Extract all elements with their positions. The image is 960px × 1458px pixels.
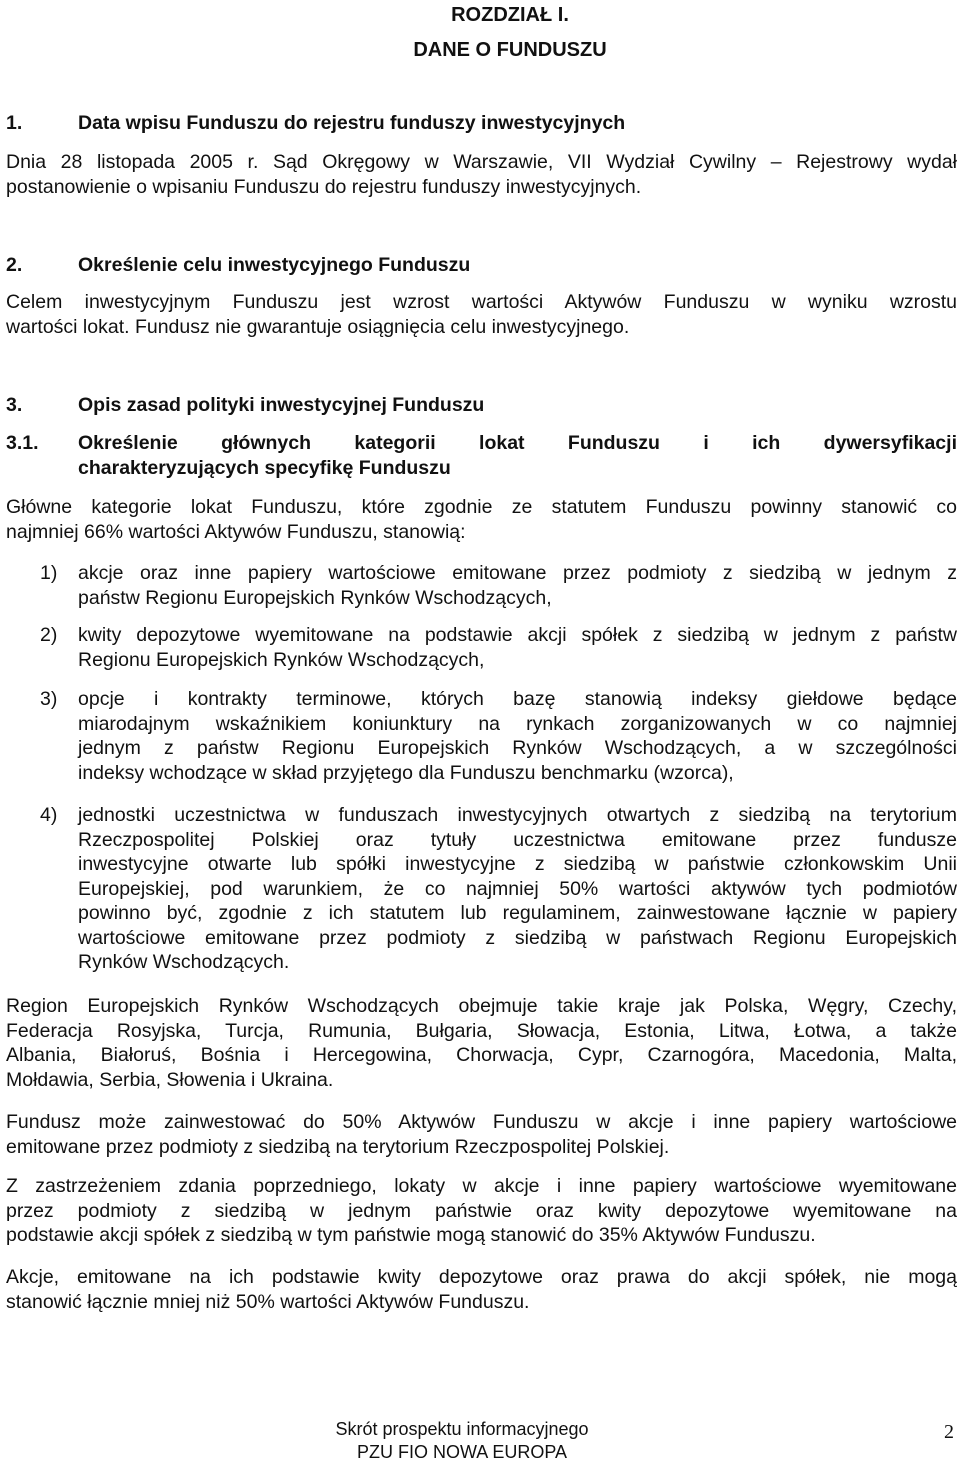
paragraph [6,1174,957,1248]
text-line: inwestycyjne otwarte lub spółki inwestycyjne z siedzibą w państwie członkowskim Unii [78,853,957,875]
text-line: Celem inwestycyjnym Funduszu jest wzrost wartości Aktywów Funduszu w wyniku wzrostu [6,291,957,313]
text-line: państw Regionu Europejskich Rynków Wschodzących, [78,586,552,609]
section-number: 1. [6,112,23,134]
text-line: Akcje, emitowane na ich podstawie kwity depozytowe oraz prawa do akcji spółek, nie mogą [6,1266,957,1288]
page-number: 2 [944,1421,954,1443]
text-line: Fundusz może zainwestować do 50% Aktywów Funduszu w akcje i inne papiery wartościowe [6,1111,957,1133]
text-line: Mołdawia, Serbia, Słowenia i Ukraina. [6,1068,334,1091]
text-line: Dnia 28 listopada 2005 r. Sąd Okręgowy w Warszawie, VII Wydział Cywilny – Rejestrowy wydał [6,151,957,173]
list-item-number: 4) [40,804,58,826]
section-1-paragraph [6,150,957,199]
text-line: Rzeczpospolitej Polskiej oraz tytuły uczestnictwa emitowane przez fundusze [78,828,957,851]
paragraph [6,1110,957,1159]
text-line: emitowane przez podmioty z siedzibą na terytorium Rzeczpospolitej Polskiej. [6,1135,670,1158]
text-line: jednostki uczestnictwa w funduszach inwestycyjnych otwartych z siedzibą na terytorium [78,804,957,826]
heading-line: charakteryzujących specyfikę Funduszu [78,456,451,479]
text-line: Albania, Białoruś, Bośnia i Hercegowina, Chorwacja, Cypr, Czarnogóra, Macedonia, Malta, [6,1044,957,1066]
text-line: powinno być, zgodnie z ich statutem lub regulaminem, zainwestowane łącznie w papiery [78,902,957,924]
list-item-text [78,803,957,975]
list-item-text [78,687,957,785]
section-3-1-intro [6,495,957,544]
footer-fund-name: PZU FIO NOWA EUROPA [356,1442,567,1458]
list-item-number: 2) [40,624,58,646]
paragraph [6,994,957,1092]
text-line: Federacja Rosyjska, Turcja, Rumunia, Bułgaria, Słowacja, Estonia, Litwa, Łotwa, a także [6,1019,957,1042]
chapter-title: ROZDZIAŁ I. [451,4,569,26]
section-title [78,431,957,480]
text-line: Regionu Europejskich Rynków Wschodzących, [78,648,485,671]
text-line: podstawie akcji spółek z siedzibą w tym państwie mogą stanowić do 35% Aktywów Funduszu. [6,1224,816,1246]
text-line: postanowienie o wpisaniu Funduszu do rejestru funduszy inwestycyjnych. [6,175,642,198]
list-item-text [78,623,957,672]
section-number: 3. [6,394,23,416]
text-line: jednym z państw Regionu Europejskich Rynków Wschodzących, a w szczególności [78,737,957,759]
text-line: najmniej 66% wartości Aktywów Funduszu, stanowią: [6,520,466,543]
text-line: akcje oraz inne papiery wartościowe emitowane przez podmioty z siedzibą w jednym z [78,562,957,584]
section-number: 2. [6,254,23,276]
section-title: Określenie celu inwestycyjnego Funduszu [78,254,471,276]
list-item-number: 3) [40,688,58,710]
text-line: indeksy wchodzące w skład przyjętego dla Funduszu benchmarku (wzorca), [78,761,734,784]
text-line: Rynków Wschodzących. [78,951,290,973]
text-line: wartości lokat. Fundusz nie gwarantuje osiągnięcia celu inwestycyjnego. [6,315,630,338]
list-item-number: 1) [40,562,58,584]
text-line: Z zastrzeżeniem zdania poprzedniego, lokaty w akcje i inne papiery wartościowe wyemitowane [6,1175,957,1197]
paragraph [6,1265,957,1314]
section-2-paragraph [6,290,957,339]
text-line: przez podmioty z siedzibą w jednym państwie oraz kwity depozytowe wyemitowane na [6,1199,957,1222]
text-line: miarodajnym wskaźnikiem koniunktury na rynkach zorganizowanych w co najmniej [78,712,957,735]
footer-title: Skrót prospektu informacyjnego [335,1419,589,1439]
text-line: Główne kategorie lokat Funduszu, które zgodnie ze statutem Funduszu powinny stanowić co [6,496,957,518]
text-line: wartościowe emitowane przez podmioty z siedzibą w państwach Regionu Europejskich [78,926,957,949]
section-title: Opis zasad polityki inwestycyjnej Funduszu [78,394,485,416]
text-line: Europejskiej, pod warunkiem, że co najmniej 50% wartości aktywów tych podmiotów [78,877,957,900]
text-line: kwity depozytowe wyemitowane na podstawie akcji spółek z siedzibą w jednym z państw [78,624,957,646]
section-title: Data wpisu Funduszu do rejestru funduszy inwestycyjnych [78,112,626,134]
text-line: opcje i kontrakty terminowe, których bazę stanowią indeksy giełdowe będące [78,688,957,710]
chapter-subtitle: DANE O FUNDUSZU [413,39,607,61]
section-number: 3.1. [6,432,39,454]
text-line: Region Europejskich Rynków Wschodzących obejmuje takie kraje jak Polska, Węgry, Czechy, [6,995,957,1017]
list-item-text [78,561,957,610]
text-line: stanowić łącznie mniej niż 50% wartości Aktywów Funduszu. [6,1290,530,1313]
heading-line: Określenie głównych kategorii lokat Funduszu i ich dywersyfikacji [78,432,957,454]
